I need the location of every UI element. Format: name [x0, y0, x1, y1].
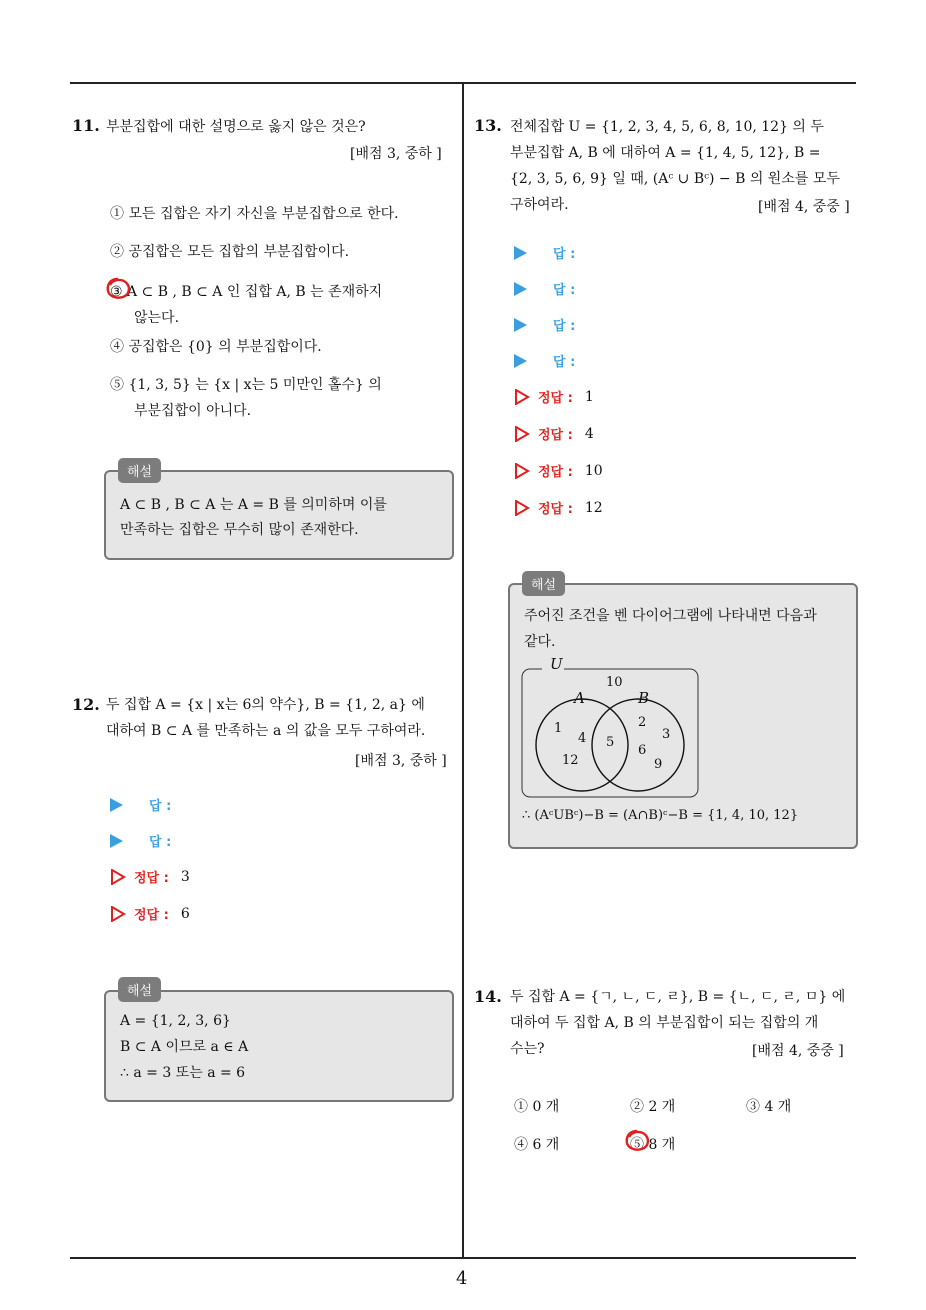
arrow-icon [110, 834, 123, 848]
q11-number: 11. [72, 116, 100, 135]
q12-correct-row-1 [110, 867, 190, 886]
q12-explanation-line-2: B ⊂ A 이므로 a ∈ A [120, 1039, 249, 1055]
q11-explanation-line-2: 만족하는 집합은 무수히 많이 존재한다. [120, 522, 359, 538]
q13-explanation-line-1: 주어진 조건을 벤 다이어그램에 나타내면 다음과 [524, 608, 817, 624]
correct-value: 6 [180, 905, 190, 922]
q11-explanation-tag: 해설 [118, 458, 161, 483]
q14-option-4[interactable]: ④ 6 개 [514, 1137, 560, 1153]
q13-line-2: 부분집합 A, B 에 대하여 A = {1, 4, 5, 12}, B = [510, 145, 821, 161]
q11-option-2[interactable]: ② 공집합은 모든 집합의 부분집합이다. [110, 244, 350, 260]
q13-score: [배점 4, 중중 ] [758, 199, 850, 215]
correct-label: 정답 : [538, 391, 573, 406]
column-divider [462, 84, 464, 1258]
q13-answer-row-4[interactable] [514, 351, 575, 370]
q11-option-5[interactable]: ⑤ {1, 3, 5} 는 {x | x는 5 미만인 홀수} 의 [110, 377, 382, 393]
venn-set-b-label: B [638, 689, 650, 707]
answer-label: 답 : [553, 283, 576, 298]
q12-explanation-box [104, 990, 454, 1102]
correct-label: 정답 : [134, 908, 169, 923]
q13-answer-row-1[interactable] [514, 243, 575, 262]
q14-line-1: 두 집합 A = {ㄱ, ㄴ, ㄷ, ㄹ}, B = {ㄴ, ㄷ, ㄹ, ㅁ} 에 [510, 989, 846, 1005]
arrow-icon [514, 282, 527, 296]
q13-correct-row-1 [514, 387, 594, 406]
q14-option-3[interactable]: ③ 4 개 [746, 1099, 792, 1115]
venn-only-a-value: 12 [562, 753, 579, 768]
outline-arrow-icon [514, 463, 530, 479]
q11-answer-circle-mark [104, 276, 132, 302]
venn-only-a-value: 4 [578, 731, 587, 746]
answer-label: 답 : [553, 247, 576, 262]
outline-arrow-icon [514, 500, 530, 516]
q11-option-1[interactable]: ① 모든 집합은 자기 자신을 부분집합으로 한다. [110, 206, 399, 222]
q13-answer-row-2[interactable] [514, 279, 575, 298]
q12-explanation-tag: 해설 [118, 977, 161, 1002]
q12-answer-row-1[interactable] [110, 795, 171, 814]
q12-score: [배점 3, 중하 ] [355, 753, 447, 769]
venn-only-a-value: 1 [554, 721, 563, 736]
arrow-icon [514, 354, 527, 368]
q12-line-1: 두 집합 A = {x | x는 6의 약수}, B = {1, 2, a} 에 [106, 697, 425, 713]
q13-explanation-box [508, 583, 858, 849]
arrow-icon [514, 318, 527, 332]
venn-only-b-value: 9 [654, 757, 663, 772]
q13-correct-row-4 [514, 498, 603, 517]
outline-arrow-icon [110, 906, 126, 922]
answer-label: 답 : [553, 319, 576, 334]
q11-explanation-box [104, 470, 454, 560]
q14-option-5[interactable]: ⑤ 8 개 [630, 1137, 676, 1153]
q12-answer-row-2[interactable] [110, 831, 171, 850]
venn-outside-value: 10 [606, 675, 623, 690]
correct-value: 12 [584, 499, 603, 516]
q13-explanation-tag: 해설 [522, 571, 565, 596]
outline-arrow-icon [514, 426, 530, 442]
q12-correct-row-2 [110, 904, 190, 923]
outline-arrow-icon [514, 389, 530, 405]
q13-line-3: {2, 3, 5, 6, 9} 일 때, (Aᶜ ∪ Bᶜ) − B 의 원소를 모두 [510, 171, 840, 187]
q12-line-2: 대하여 B ⊂ A 를 만족하는 a 의 값을 모두 구하여라. [106, 723, 426, 739]
q13-explanation-line-2: 같다. [524, 634, 556, 650]
q11-text: 부분집합에 대한 설명으로 옳지 않은 것은? [106, 119, 366, 135]
q13-line-1: 전체집합 U = {1, 2, 3, 4, 5, 6, 8, 10, 12} 의 두 [510, 119, 824, 135]
correct-value: 10 [584, 462, 603, 479]
q13-conclusion: ∴ (AᶜUBᶜ)−B = (A∩B)ᶜ−B = {1, 4, 10, 12} [522, 808, 799, 823]
page-number: 4 [456, 1268, 468, 1289]
arrow-icon [514, 246, 527, 260]
venn-universe-label: U [550, 655, 563, 673]
correct-value: 4 [584, 425, 594, 442]
q11-explanation-line-1: A ⊂ B , B ⊂ A 는 A = B 를 의미하며 이를 [120, 497, 387, 513]
venn-set-a-label: A [574, 689, 585, 707]
correct-label: 정답 : [134, 871, 169, 886]
q13-number: 13. [474, 116, 502, 135]
correct-label: 정답 : [538, 502, 573, 517]
correct-label: 정답 : [538, 428, 573, 443]
q11-option-3[interactable]: ③ A ⊂ B , B ⊂ A 인 집합 A, B 는 존재하지 [110, 284, 383, 300]
q11-option-5-cont: 부분집합이 아니다. [134, 403, 252, 419]
correct-label: 정답 : [538, 465, 573, 480]
q13-line-4: 구하여라. [510, 197, 569, 213]
outline-arrow-icon [110, 869, 126, 885]
q14-line-3: 수는? [510, 1041, 545, 1057]
q11-score: [배점 3, 중하 ] [350, 146, 442, 162]
q11-option-3-cont: 않는다. [134, 310, 180, 326]
answer-label: 답 : [149, 835, 172, 850]
q14-option-1[interactable]: ① 0 개 [514, 1099, 560, 1115]
q12-number: 12. [72, 695, 100, 714]
answer-label: 답 : [149, 799, 172, 814]
q13-correct-row-3 [514, 461, 603, 480]
q14-number: 14. [474, 987, 502, 1006]
q14-option-2[interactable]: ② 2 개 [630, 1099, 676, 1115]
venn-only-b-value: 6 [638, 743, 647, 758]
q11-option-4[interactable]: ④ 공집합은 {0} 의 부분집합이다. [110, 339, 322, 355]
correct-value: 1 [584, 388, 594, 405]
q13-correct-row-2 [514, 424, 594, 443]
venn-only-b-value: 2 [638, 715, 647, 730]
bottom-rule [70, 1257, 856, 1259]
q13-answer-row-3[interactable] [514, 315, 575, 334]
q12-explanation-line-1: A = {1, 2, 3, 6} [120, 1013, 231, 1029]
q14-score: [배점 4, 중중 ] [752, 1043, 844, 1059]
answer-label: 답 : [553, 355, 576, 370]
q14-answer-circle-mark [623, 1128, 651, 1154]
venn-intersection-value: 5 [606, 735, 615, 750]
arrow-icon [110, 798, 123, 812]
venn-only-b-value: 3 [662, 727, 671, 742]
q12-explanation-line-3: ∴ a = 3 또는 a = 6 [120, 1065, 246, 1081]
q14-line-2: 대하여 두 집합 A, B 의 부분집합이 되는 집합의 개 [510, 1015, 819, 1031]
correct-value: 3 [180, 868, 190, 885]
